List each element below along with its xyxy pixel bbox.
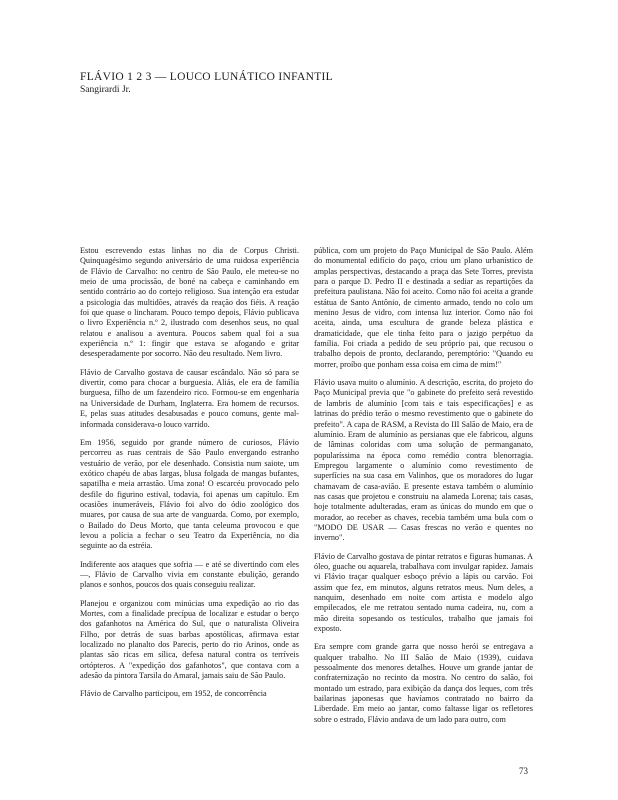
article-header <box>80 70 540 96</box>
paragraph: Flávio de Carvalho gostava de pintar retratos e figuras humanas. A óleo, guache ou aquarela, trabalhava com invulgar rapidez. Jamais vi Flávio traçar qualquer esboço prévio a lápis ou carvão. Foi assim que fez, em minutos, alguns retratos meus. Num deles, a nanquim, desenhado em noite com artista e modelo algo empilecados, ele me retratou sentado numa cadeira, nu, com a mão direita sopesando os testículos, trabalho que jamais foi exposto. <box>314 551 533 634</box>
paragraph: Flávio de Carvalho participou, em 1952, de concorrência <box>80 689 267 699</box>
page-number: 73 <box>519 766 528 776</box>
paragraph: Era sempre com grande garra que nosso herói se entregava a qualquer trabalho. No III Salão de Maio (1939), cuidava pessoalmente dos menores detalhes. Houve um grande jantar de confraternização no recinto da mostra. No centro do salão, foi montado um estrado, para exibição da dança dos leques, com três bailarinas japonesas que havíamos contratado no bairro da Liberdade. Em meio ao jantar, como faltasse ligar os refletores sobre o estrado, Flávio andava de um lado para outro, com <box>314 642 533 724</box>
paragraph: Flávio de Carvalho gostava de causar escândalo. Não só para se divertir, como para chocar a burguesia. Aliás, ele era de família burguesa, filho de um fazendeiro rico. Formou-se em engenharia na Universidade de Durham, Inglaterra. Era homem de recursos. E, pelas suas atitudes desabusadas e pouco comuns, gente mal-informada considerava-o louco varrido. <box>80 367 299 429</box>
paragraph: Em 1956, seguido por grande número de curiosos, Flávio percorreu as ruas centrais de São Paulo envergando estranho vestuário de verão, por ele desenhado. Consistia num saiote, um exótico chapéu de abas largas, blusa folgada de mangas bufantes, sapatilha e meia arrastão. Uma zona! O escarcéu provocado pelo desfile do figurino estival, todavia, foi apenas um capítulo. Em ocasiões inumeráveis, Flávio foi alvo do ódio zoológico dos muares, por causa de sua arte de vanguarda. Como, por exemplo, o Bailado do Deus Morto, que tanta celeuma provocou e que levou a polícia a fechar o seu Teatro da Experiência, no dia seguinte ao da estréia. <box>80 437 299 551</box>
paragraph: Indiferente aos ataques que sofria — e até se divertindo com eles —, Flávio de Carvalho vivia em constante ebulição, gerando planos e sonhos, poucos dos quais conseguiu realizar. <box>80 559 299 590</box>
article-author: Sangirardi Jr. <box>80 85 131 95</box>
left-column <box>80 246 299 708</box>
right-column <box>314 246 533 733</box>
article-title: FLÁVIO 1 2 3 — LOUCO LUNÁTICO INFANTIL <box>80 71 333 83</box>
paragraph: Estou escrevendo estas linhas no dia de Corpus Christi. Quinquagésimo segundo aniversário de uma ruidosa experiência de Flávio de Carvalho: no centro de São Paulo, ele meteu-se no meio de uma procissão, de boné na cabeça e caminhando em sentido contrário ao do cortejo religioso. Sua intenção era estudar a psicologia das multidões, através da reação dos fiéis. A reação foi que quase o lincharam. Pouco tempo depois, Flávio publicava o livro Experiência n.º 2, ilustrado com desenhos seus, no qual relatou e analisou a aventura. Poucos sabem qual foi a sua experiência n.º 1: fingir que estava se afogando e gritar desesperadamente por socorro. Não deu resultado. Nem livro. <box>80 246 299 359</box>
paragraph: Flávio usava muito o alumínio. A descrição, escrita, do projeto do Paço Municipal previa que "o gabinete do prefeito será revestido de lambris de alumínio [com tais e tais especificações] e as latrinas do prédio terão o mesmo revestimento que o gabinete do prefeito". A capa de RASM, a Revista do III Salão de Maio, era de alumínio. Eram de alumínio as persianas que ele fabricou, alguns de lâminas coloridas com uma solução de permanganato, popularíssima na época como remédio contra blenorragia. Empregou largamente o alumínio como revestimento de superfícies na sua casa em Valinhos, que os moradores do lugar chamavam de casa-avião. E presente estava também o alumínio nas casas que projetou e construiu na alameda Lorena; tais casas, hoje totalmente adulteradas, eram as únicas do mundo em que o morador, ao receber as chaves, recebia também uma bula com o "MODO DE USAR — Casas frescas no verão e quentes no inverno". <box>314 378 533 543</box>
paragraph: pública, com um projeto do Paço Municipal de São Paulo. Além do monumental edifício do paço, criou um plano urbanístico de amplas perspectivas, destacando a praça das Sete Torres, prevista para o parque D. Pedro II e destinada a sediar as repartições da prefeitura paulistana. Não foi aceito. Como não foi aceita a grande estátua de Santo Antônio, de cimento armado, tendo no colo um menino Jesus de vidro, com intensa luz interior. Como não foi aceita, ainda, uma escultura de grande beleza plástica e dramaticidade, que ele tinha feito para o jazigo perpétuo da família. Foi criada a pedido de seu próprio pai, que recusou o trabalho depois de pronto, declarando, peremptório: "Quando eu morrer, proíbo que ponham essa coisa em cima de mim!" <box>314 246 533 369</box>
paragraph: Planejou e organizou com minúcias uma expedição ao rio das Mortes, com a finalidade precípua de localizar e estudar o berço dos gafanhotos na América do Sul, que o naturalista Oliveira Filho, por detrás de suas barbas apostólicas, afirmava estar localizado no planalto dos Parecis, perto do rio Arinos, onde as plantas são ricas em sílica, defesa natural contra os terríveis ortópteros. A "expedição dos gafanhotos", que contava com a adesão da pintora Tarsila do Amaral, jamais saiu de São Paulo. <box>80 598 299 681</box>
